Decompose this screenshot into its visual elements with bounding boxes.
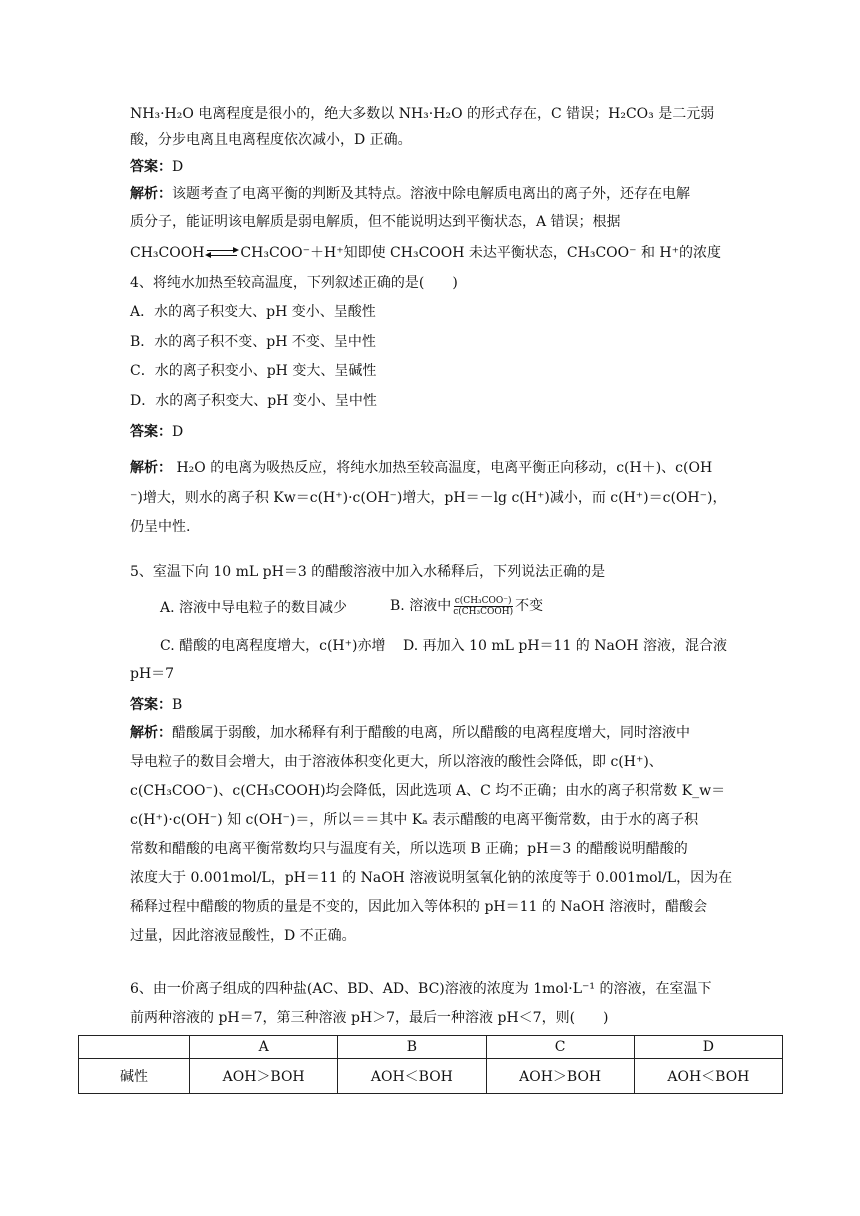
table-header-cell: D [634,1036,782,1059]
question-6: 6、由一价离子组成的四种盐(AC、BD、AD、BC)溶液的浓度为 1mol·L⁻¹ 的溶液，在室温下 [130,981,712,997]
table-header-row [79,1036,783,1059]
text-line: CH₃COOH CH₃COO⁻＋H⁺知即使 CH₃COOH 未达平衡状态，CH₃COO⁻ 和 H⁺的浓度 [130,245,722,261]
text-line: ⁻)增大，则水的离子积 Kw＝c(H⁺)·c(OH⁻)增大，pH＝－lg c(H⁺)减小，而 c(H⁺)＝c(OH⁻)， [130,490,727,506]
text-line: 导电粒子的数目会增大，由于溶液体积变化更大，所以溶液的酸性会降低，即 c(H⁺)、 [130,754,663,770]
text-line: 常数和醋酸的电离平衡常数均只与温度有关，所以选项 B 正确；pH＝3 的醋酸说明醋酸的 [130,841,688,857]
text-line: 前两种溶液的 pH＝7，第三种溶液 pH＞7，最后一种溶液 pH＜7，则( ) [130,1010,609,1026]
table-header-cell: A [190,1036,338,1059]
question-5: 5、室温下向 10 mL pH＝3 的醋酸溶液中加入水稀释后，下列说法正确的是 [130,564,606,580]
option-b: B. 溶液中 $\frac{\text{c(CH₃COO⁻)}}{\text{c(CH₃COOH)}}$ 不变 [390,595,544,617]
table-cell: 碱性 [79,1059,190,1094]
text-line: c(CH₃COO⁻)、c(CH₃COOH)均会降低，因此选项 A、C 均不正确；由水的离子积常数 K_w＝ [130,783,726,799]
table-row [79,1059,783,1094]
table-cell: AOH＜BOH [338,1059,486,1094]
text-line: 质分子，能证明该电解质是弱电解质，但不能说明达到平衡状态，A 错误；根据 [130,214,621,230]
option-a: A．水的离子积变大、pH 变小、呈酸性 [130,304,376,320]
table-header-cell: C [486,1036,634,1059]
table-cell: AOH＜BOH [634,1059,782,1094]
text-line: 过量，因此溶液显酸性，D 不正确。 [130,928,356,944]
concentration-fraction: $\frac{\text{c(CH₃COO⁻)}}{\text{c(CH₃COOH)}}$ [453,595,514,617]
option-c: C. 醋酸的电离程度增大，c(H⁺)亦增 [160,638,386,654]
table-cell: AOH＞BOH [190,1059,338,1094]
answer-line: 答案：D [130,159,184,175]
option-a: A. 溶液中导电粒子的数目减少 [160,600,348,616]
text-line: 浓度大于 0.001mol/L，pH＝11 的 NaOH 溶液说明氢氧化钠的浓度等于 0.001mol/L，因为在 [130,870,733,886]
text-line: NH₃·H₂O 电离程度是很小的，绝大多数以 NH₃·H₂O 的形式存在，C 错误；H₂CO₃ 是二元弱 [130,106,715,122]
question-4: 4、将纯水加热至较高温度，下列叙述正确的是( ) [130,275,458,291]
option-c: C．水的离子积变小、pH 变大、呈碱性 [130,363,377,379]
answer-table [78,1035,783,1094]
text-line: pH＝7 [130,666,175,682]
option-d: D．水的离子积变大、pH 变小、呈中性 [130,393,377,409]
equilibrium-arrow-icon [205,248,239,258]
answer-line: 答案：D [130,424,184,440]
option-d: D. 再加入 10 mL pH＝11 的 NaOH 溶液，混合液 [403,638,727,654]
analysis-line: 解析：该题考查了电离平衡的判断及其特点。溶液中除电解质电离出的离子外，还存在电解 [130,186,690,202]
table-header-cell [79,1036,190,1059]
analysis-line: 解析： H₂O 的电离为吸热反应，将纯水加热至较高温度，电离平衡正向移动，c(H＋)、c(OH [130,460,713,476]
table-header-cell: B [338,1036,486,1059]
option-b: B．水的离子积不变、pH 不变、呈中性 [130,334,376,350]
text-line: c(H⁺)·c(OH⁻) 知 c(OH⁻)＝，所以＝＝其中 Kₐ 表示醋酸的电离平衡常数，由于水的离子积 [130,812,699,828]
answer-line: 答案：B [130,697,183,713]
text-line: 酸，分步电离且电离程度依次减小，D 正确。 [130,132,412,148]
text-line: 仍呈中性. [130,519,191,535]
analysis-line: 解析：醋酸属于弱酸，加水稀释有利于醋酸的电离，所以醋酸的电离程度增大，同时溶液中 [130,725,690,741]
table-cell: AOH＞BOH [486,1059,634,1094]
text-line: 稀释过程中醋酸的物质的量是不变的，因此加入等体积的 pH＝11 的 NaOH 溶液时，醋酸会 [130,899,708,915]
